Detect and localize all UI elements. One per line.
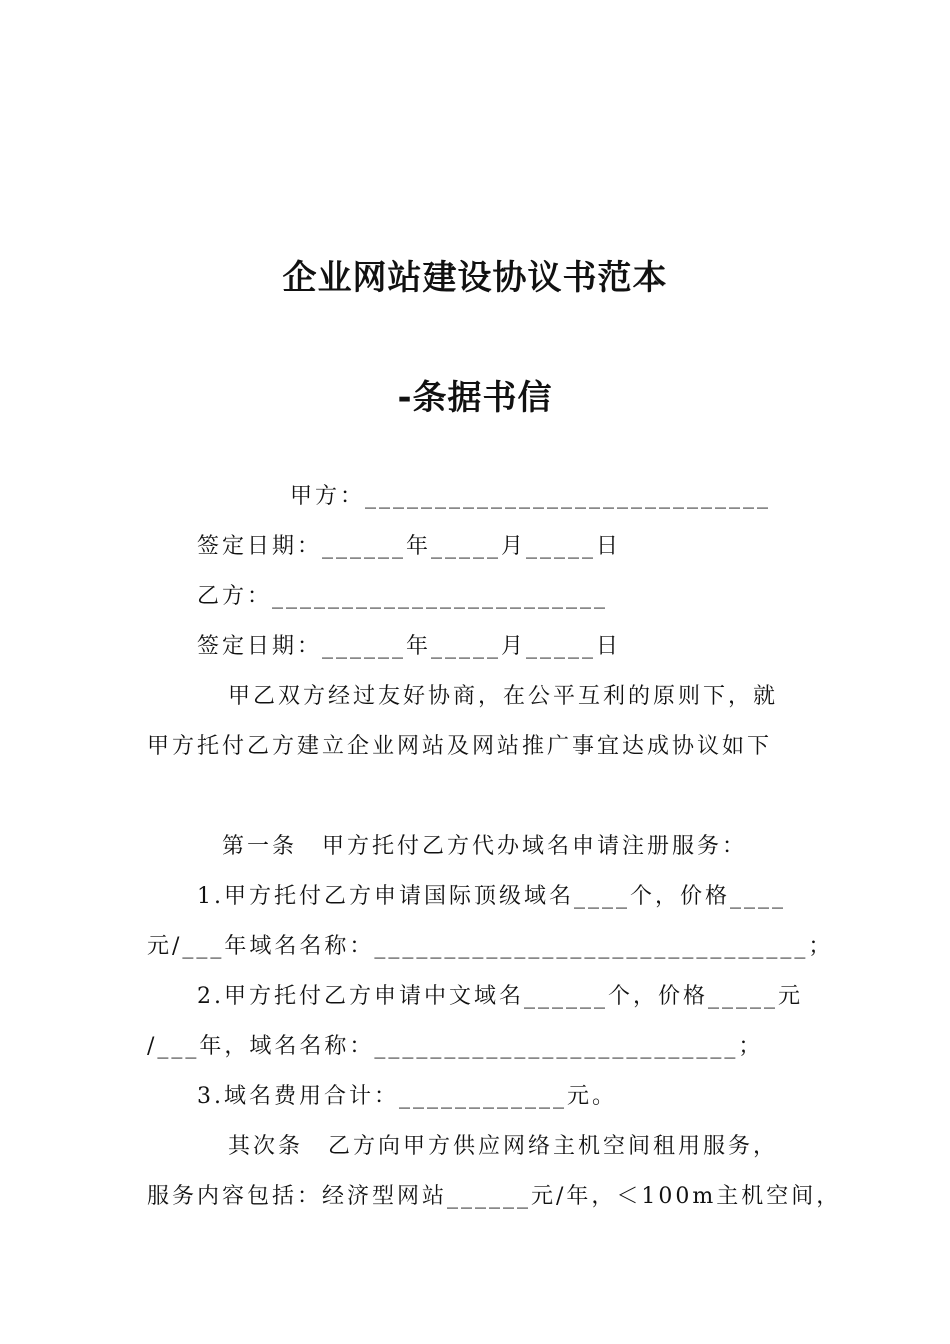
article-2-content-line: 服务内容包括：经济型网站______元/年，＜100m主机空间， (147, 1184, 842, 1209)
party-a-date-line: 签定日期：______年_____月_____日 (197, 534, 622, 559)
article-2-heading: 其次条 乙方向甲方供应网络主机空间租用服务， (228, 1134, 779, 1159)
article-1-heading: 第一条 甲方托付乙方代办域名申请注册服务： (222, 834, 748, 859)
article-1-item-2-line-1: 2.甲方托付乙方申请中文域名______个，价格_____元 (197, 984, 803, 1009)
article-1-item-2-line-2: /___年，域名名称：__________________________； (147, 1034, 764, 1059)
party-a-line: 甲方：_____________________________ (290, 484, 772, 509)
intro-paragraph-line-2: 甲方托付乙方建立企业网站及网站推广事宜达成协议如下 (147, 734, 773, 759)
article-1-item-1-line-1: 1.甲方托付乙方申请国际顶级域名____个，价格____ (197, 884, 786, 909)
article-1-item-3: 3.域名费用合计：____________元。 (197, 1084, 617, 1109)
party-b-line: 乙方：________________________ (197, 584, 609, 609)
intro-paragraph-line-1: 甲乙双方经过友好协商，在公平互利的原则下，就 (228, 684, 779, 709)
article-1-item-1-line-2: 元/___年域名名称：_______________________________； (147, 934, 834, 959)
party-b-date-line: 签定日期：______年_____月_____日 (197, 634, 622, 659)
document-subtitle: -条据书信 (397, 378, 553, 418)
document-title: 企业网站建设协议书范本 (282, 258, 668, 298)
